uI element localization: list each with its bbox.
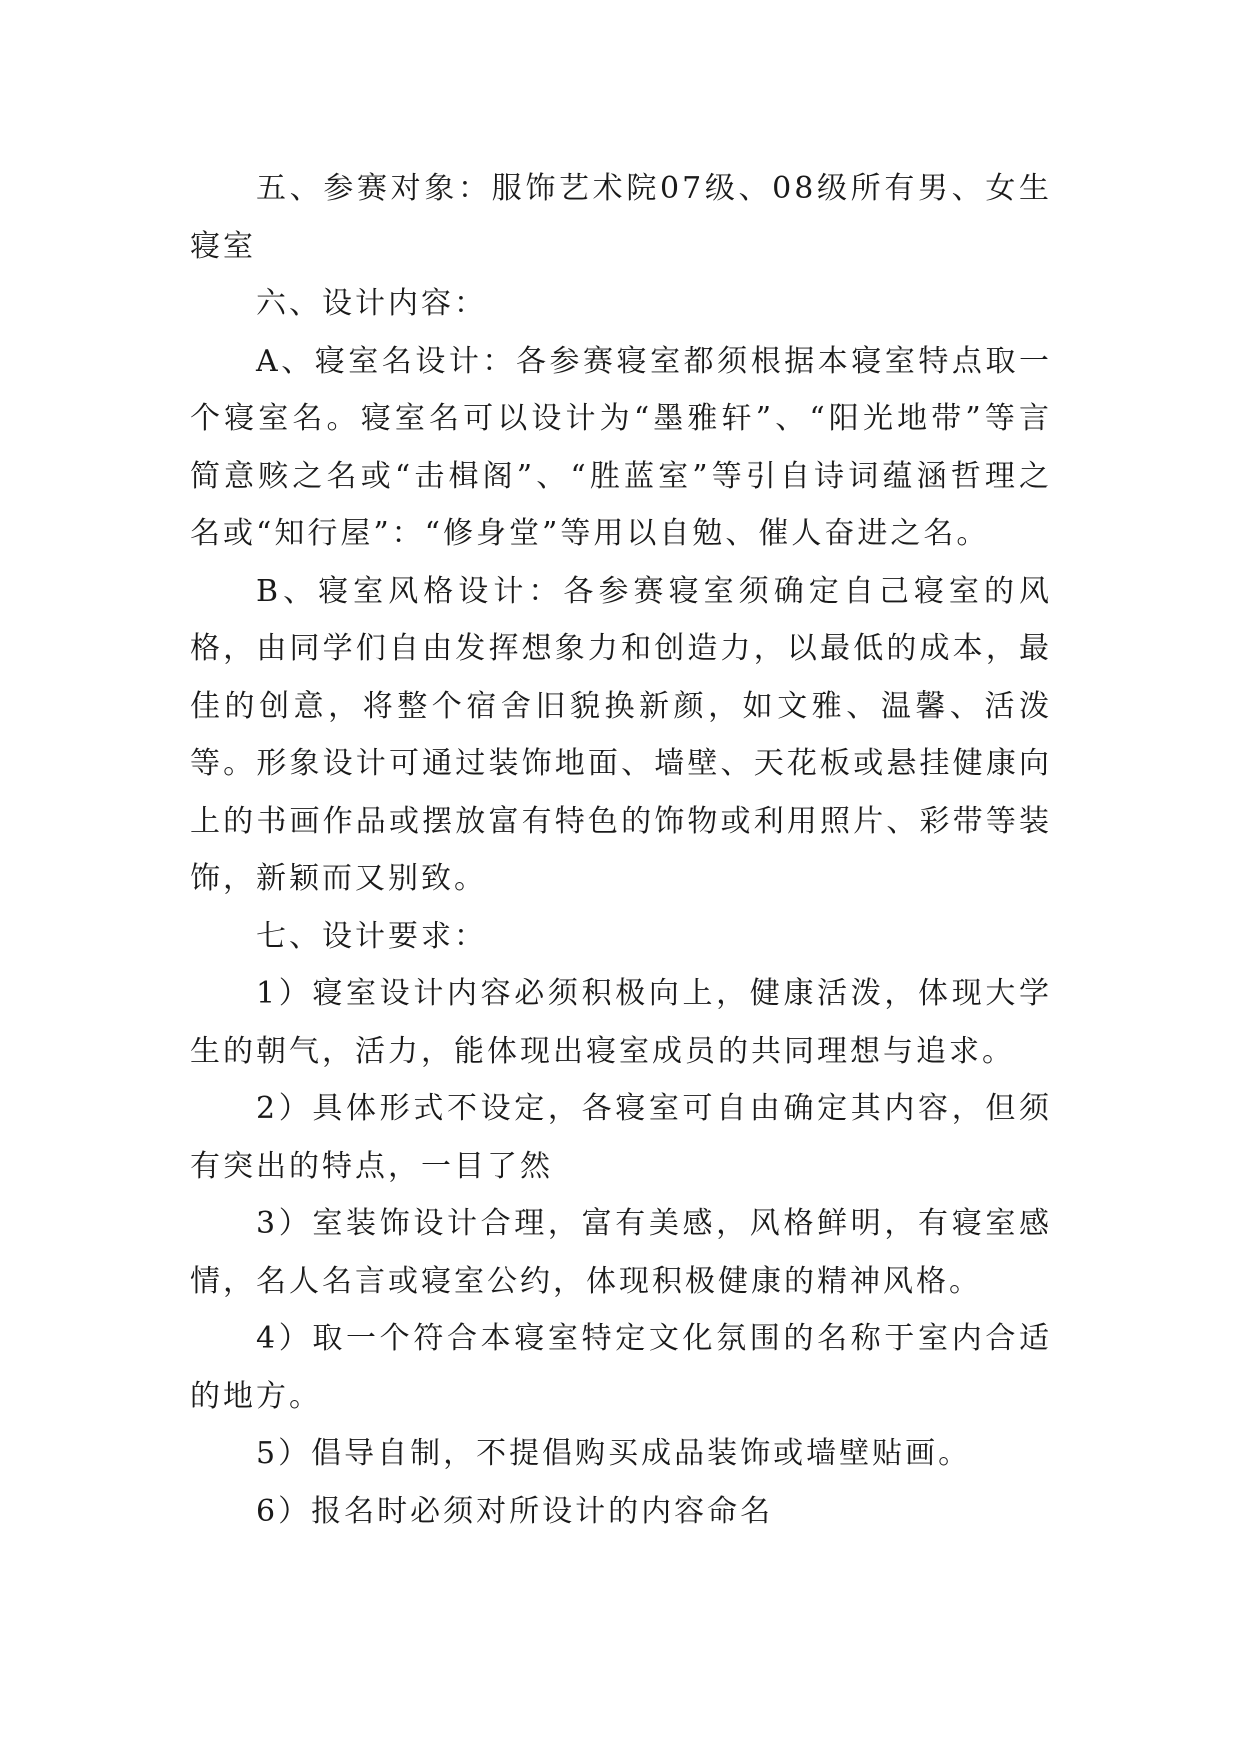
- document-body: [190, 160, 1052, 1540]
- requirement-2: 2）具体形式不设定，各寝室可自由确定其内容，但须有突出的特点，一目了然: [190, 1091, 1052, 1184]
- section-7-heading: 七、设计要求：: [256, 918, 487, 954]
- section-5-participants: 五、参赛对象：服饰艺术院07级、08级所有男、女生寝室: [190, 171, 1052, 264]
- design-content-b: B、寝室风格设计：各参赛寝室须确定自己寝室的风格，由同学们自由发挥想象力和创造力，以最低的成本，最佳的创意，将整个宿舍旧貌换新颜，如文雅、温馨、活泼等。形象设计可通过装饰地面、墙壁、天花板或悬挂健康向上的书画作品或摆放富有特色的饰物或利用照片、彩带等装饰，新颖而又别致。: [190, 573, 1052, 896]
- requirement-1: 1）寝室设计内容必须积极向上，健康活泼，体现大学生的朝气，活力，能体现出寝室成员的共同理想与追求。: [190, 976, 1052, 1069]
- requirement-5: 5）倡导自制，不提倡购买成品装饰或墙壁贴画。: [256, 1436, 972, 1471]
- requirement-4: 4）取一个符合本寝室特定文化氛围的名称于室内合适的地方。: [190, 1321, 1052, 1414]
- requirement-3: 3）室装饰设计合理，富有美感，风格鲜明，有寝室感情，名人名言或寝室公约，体现积极健康的精神风格。: [190, 1206, 1052, 1299]
- section-6-heading: 六、设计内容：: [256, 286, 487, 321]
- requirement-6: 6）报名时必须对所设计的内容命名: [256, 1493, 774, 1529]
- design-content-a: A、寝室名设计：各参赛寝室都须根据本寝室特点取一个寝室名。寝室名可以设计为“墨雅轩”、“阳光地带”等言简意赅之名或“击楫阁”、“胜蓝室”等引自诗词蕴涵哲理之名或“知行屋”：“修身堂”等用以自勉、催人奋进之名。: [190, 343, 1052, 551]
